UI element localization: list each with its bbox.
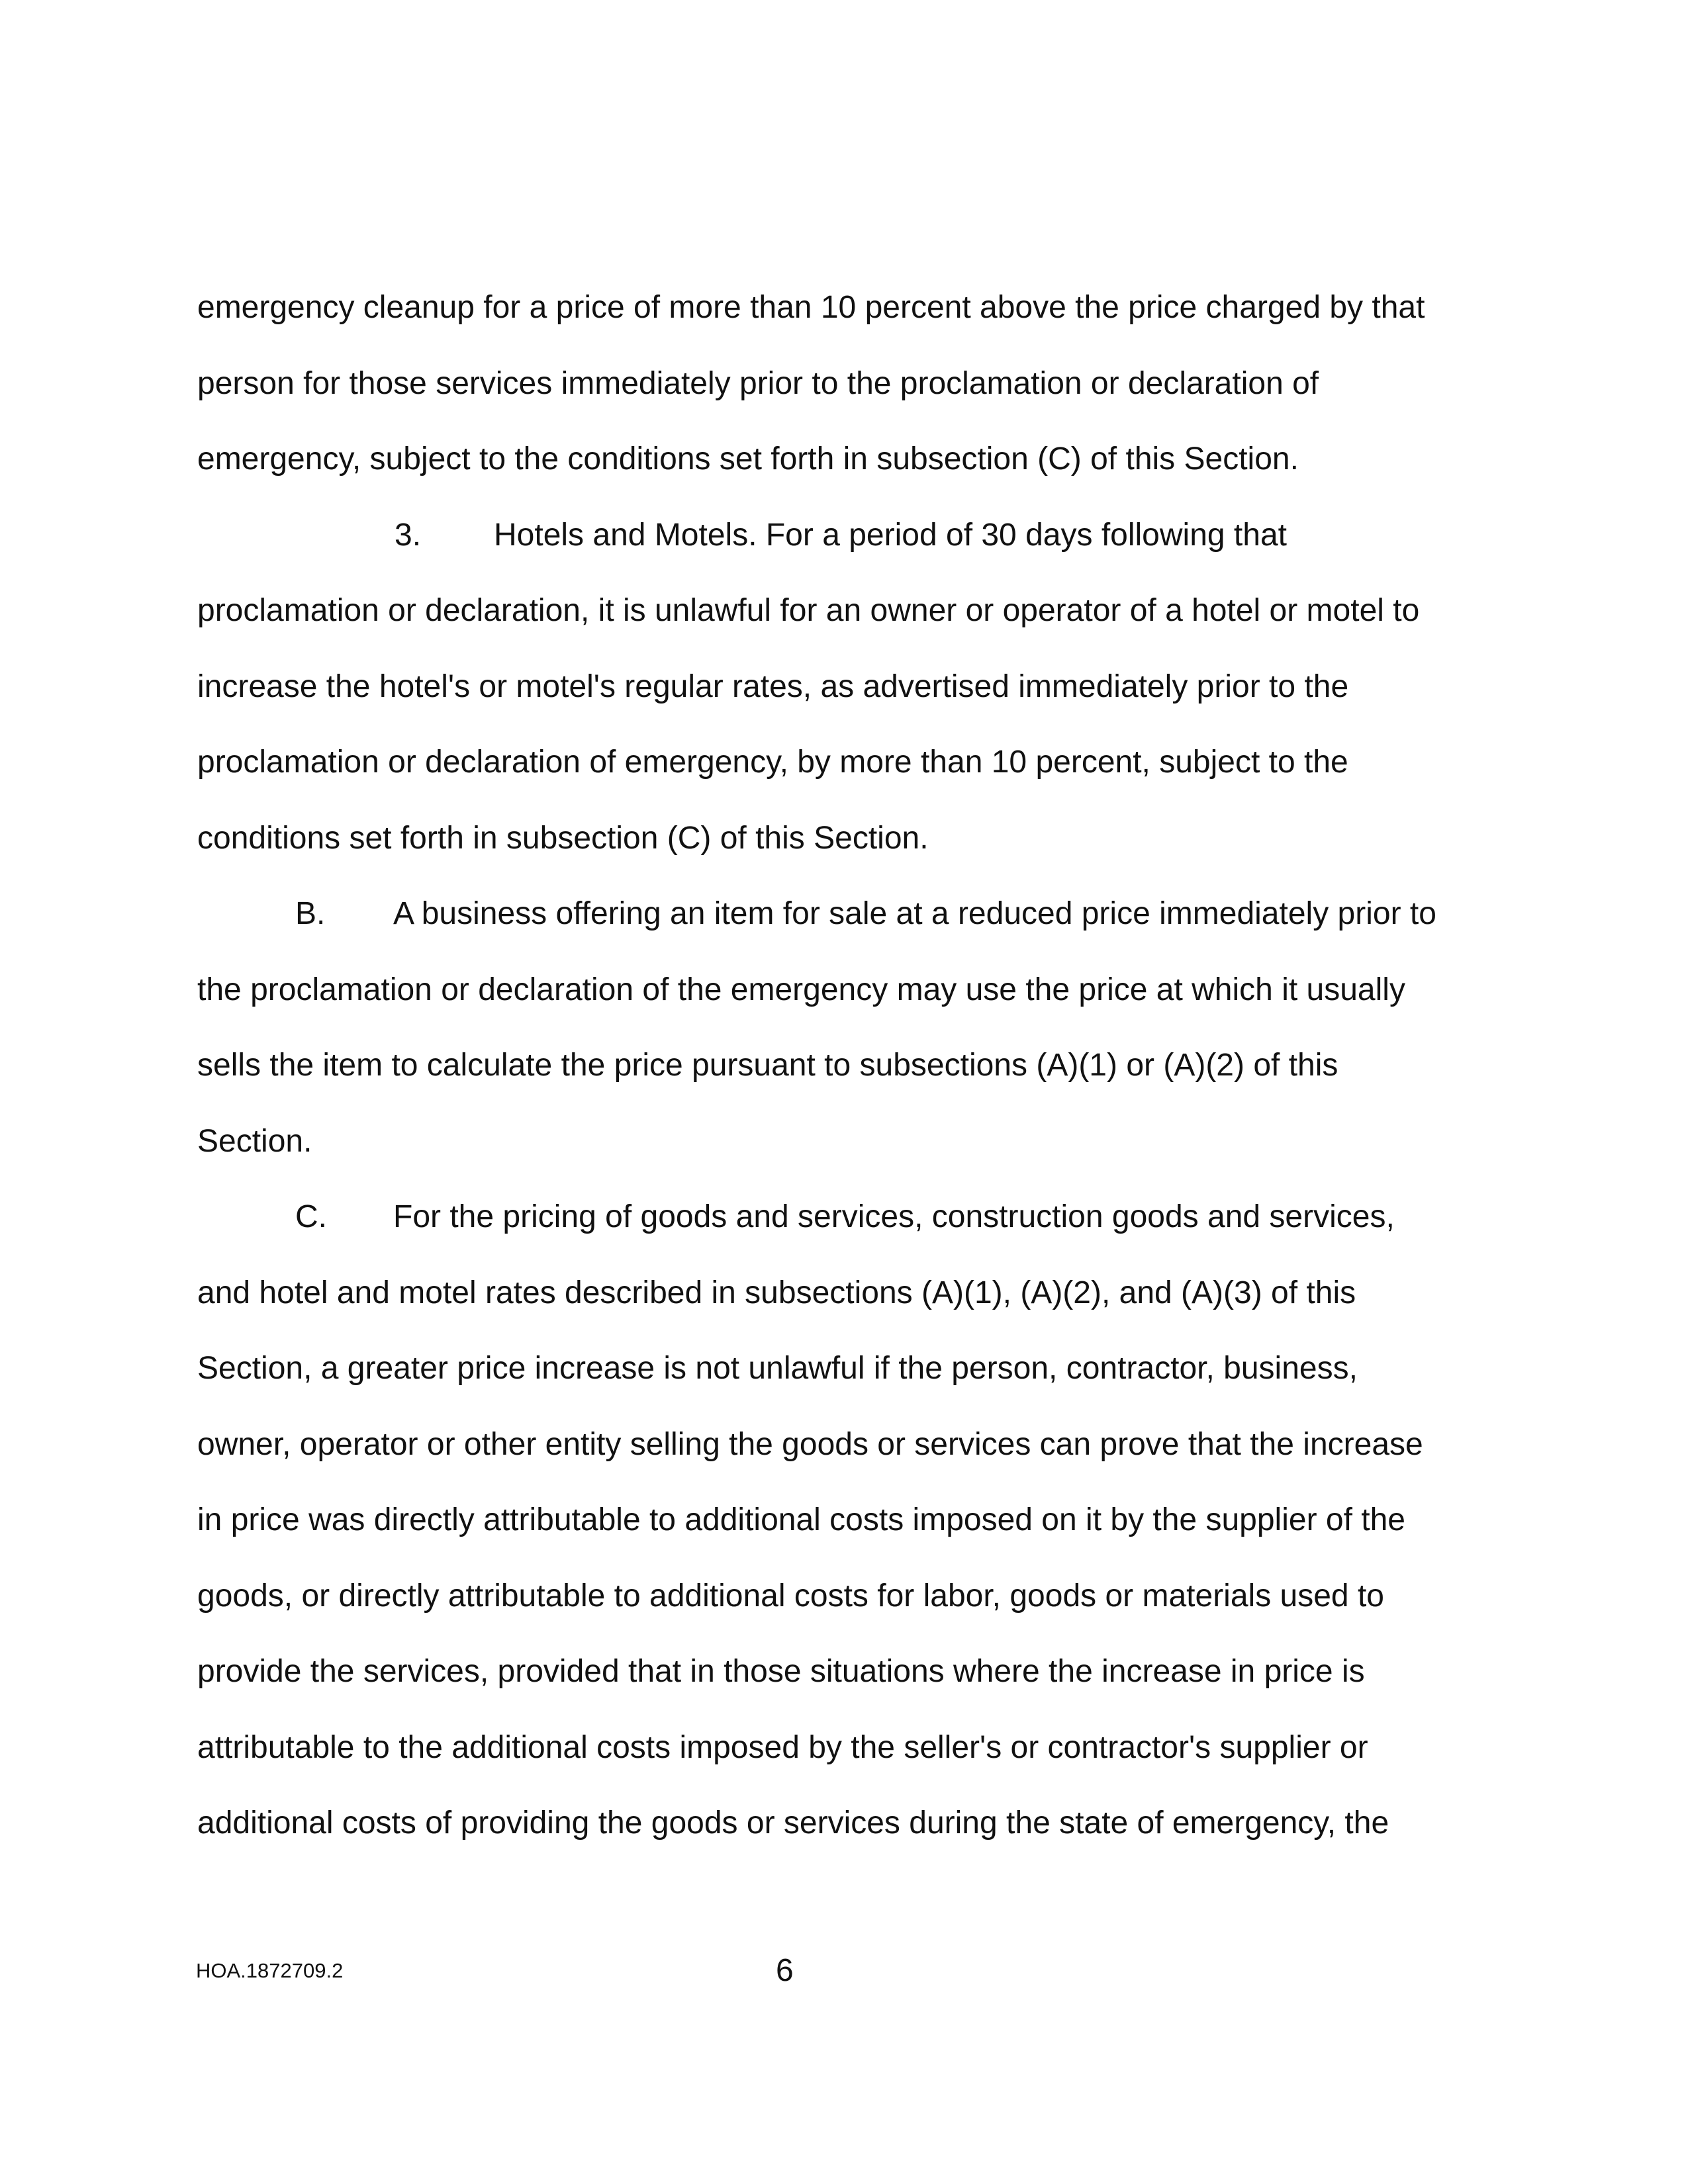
- text-line: emergency cleanup for a price of more than 10 percent above the price charged by that: [197, 290, 1425, 325]
- text-line: emergency, subject to the conditions set forth in subsection (C) of this Section.: [197, 441, 1299, 477]
- section-3-heading-line: [197, 514, 1528, 590]
- body-text: [197, 287, 1528, 1878]
- text-line: Section, a greater price increase is not unlawful if the person, contractor, business,: [197, 1351, 1358, 1386]
- text-line: and hotel and motel rates described in subsections (A)(1), (A)(2), and (A)(3) of this: [197, 1275, 1356, 1310]
- text-line: sells the item to calculate the price pursuant to subsections (A)(1) or (A)(2) of this: [197, 1048, 1338, 1083]
- footer-document-id: HOA.1872709.2: [196, 1959, 344, 1982]
- text-line: conditions set forth in subsection (C) of this Section.: [197, 820, 929, 856]
- section-b-heading-line: [197, 893, 1528, 969]
- section-b-first-line: A business offering an item for sale at a reduced price immediately prior to: [393, 896, 1436, 931]
- text-line: proclamation or declaration of emergency, by more than 10 percent, subject to the: [197, 745, 1348, 780]
- text-line: provide the services, provided that in those situations where the increase in price is: [197, 1654, 1365, 1689]
- text-line: Section.: [197, 1123, 312, 1159]
- text-line: additional costs of providing the goods or services during the state of emergency, the: [197, 1805, 1389, 1841]
- section-b-letter: B.: [295, 896, 326, 931]
- text-line: goods, or directly attributable to additional costs for labor, goods or materials used to: [197, 1578, 1384, 1614]
- section-c-letter: C.: [295, 1199, 327, 1234]
- text-line: the proclamation or declaration of the emergency may use the price at which it usually: [197, 972, 1405, 1007]
- section-c-heading-line: [197, 1196, 1528, 1272]
- text-line: in price was directly attributable to additional costs imposed on it by the supplier of the: [197, 1502, 1405, 1537]
- section-3-first-line: Hotels and Motels. For a period of 30 days following that: [494, 517, 1287, 553]
- text-line: proclamation or declaration, it is unlawful for an owner or operator of a hotel or motel to: [197, 593, 1420, 628]
- footer-page-number: 6: [776, 1953, 794, 1988]
- text-line: increase the hotel's or motel's regular rates, as advertised immediately prior to the: [197, 668, 1349, 704]
- section-c-first-line: For the pricing of goods and services, construction goods and services,: [393, 1199, 1395, 1234]
- text-line: owner, operator or other entity selling the goods or services can prove that the increase: [197, 1426, 1423, 1462]
- section-3-number: 3.: [395, 517, 422, 553]
- text-line: person for those services immediately prior to the proclamation or declaration of: [197, 365, 1319, 401]
- text-line: attributable to the additional costs imposed by the seller's or contractor's supplier or: [197, 1729, 1368, 1765]
